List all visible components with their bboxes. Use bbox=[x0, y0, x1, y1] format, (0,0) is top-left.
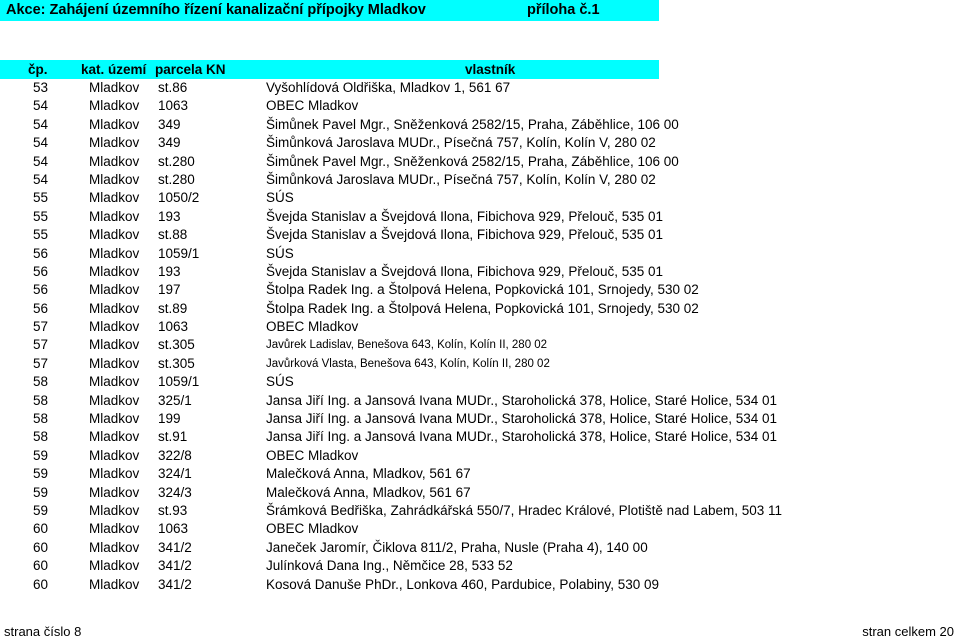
cell-cp: 59 bbox=[33, 466, 49, 482]
cell-cadastral-area: Mladkov bbox=[89, 411, 140, 427]
cell-cadastral-area: Mladkov bbox=[89, 245, 140, 261]
table-row bbox=[0, 465, 959, 483]
table-header bbox=[0, 60, 659, 79]
table-row bbox=[0, 189, 959, 207]
column-header-cp: čp. bbox=[28, 62, 48, 77]
cell-cadastral-area: Mladkov bbox=[89, 502, 140, 518]
cell-parcel: 324/1 bbox=[158, 466, 192, 482]
cell-cp: 54 bbox=[33, 153, 49, 169]
cell-cp: 54 bbox=[33, 98, 49, 114]
cell-parcel: 325/1 bbox=[158, 392, 192, 408]
cell-owner: SÚS bbox=[266, 245, 294, 261]
cell-owner: Janeček Jaromír, Čiklova 811/2, Praha, Nusle (Praha 4), 140 00 bbox=[266, 539, 648, 555]
cell-owner: Jansa Jiří Ing. a Jansová Ivana MUDr., Staroholická 378, Holice, Staré Holice, 534 01 bbox=[266, 429, 778, 445]
cell-owner: Javůrek Ladislav, Benešova 643, Kolín, Kolín II, 280 02 bbox=[266, 339, 548, 352]
cell-cadastral-area: Mladkov bbox=[89, 392, 140, 408]
cell-cadastral-area: Mladkov bbox=[89, 135, 140, 151]
cell-parcel: 341/2 bbox=[158, 539, 192, 555]
cell-cadastral-area: Mladkov bbox=[89, 576, 140, 592]
cell-owner: Švejda Stanislav a Švejdová Ilona, Fibichova 929, Přelouč, 535 01 bbox=[266, 208, 663, 224]
cell-cp: 54 bbox=[33, 135, 49, 151]
cell-cadastral-area: Mladkov bbox=[89, 98, 140, 114]
cell-cadastral-area: Mladkov bbox=[89, 429, 140, 445]
cell-cadastral-area: Mladkov bbox=[89, 80, 140, 95]
table-row bbox=[0, 281, 959, 299]
table-row bbox=[0, 300, 959, 318]
cell-owner: Javůrková Vlasta, Benešova 643, Kolín, Kolín II, 280 02 bbox=[266, 357, 550, 370]
cell-parcel: st.305 bbox=[158, 355, 195, 371]
cell-parcel: 349 bbox=[158, 116, 181, 132]
cell-cp: 58 bbox=[33, 411, 49, 427]
cell-cadastral-area: Mladkov bbox=[89, 208, 140, 224]
page-count: stran celkem 20 bbox=[862, 624, 954, 639]
cell-cp: 60 bbox=[33, 558, 49, 574]
cell-owner: Julínková Dana Ing., Němčice 28, 533 52 bbox=[266, 558, 513, 574]
cell-parcel: 197 bbox=[158, 282, 181, 298]
table-row bbox=[0, 318, 959, 336]
cell-cp: 53 bbox=[33, 80, 49, 95]
table-row bbox=[0, 153, 959, 171]
cell-cadastral-area: Mladkov bbox=[89, 374, 140, 390]
cell-cadastral-area: Mladkov bbox=[89, 300, 140, 316]
cell-cp: 59 bbox=[33, 502, 49, 518]
cell-parcel: 1063 bbox=[158, 521, 189, 537]
table-row bbox=[0, 502, 959, 520]
table-row bbox=[0, 557, 959, 575]
table-row bbox=[0, 116, 959, 134]
cell-owner: OBEC Mladkov bbox=[266, 521, 359, 537]
table-row bbox=[0, 336, 959, 354]
cell-owner: SÚS bbox=[266, 190, 294, 206]
cell-cadastral-area: Mladkov bbox=[89, 171, 140, 187]
table-row bbox=[0, 97, 959, 115]
cell-parcel: st.88 bbox=[158, 227, 188, 243]
cell-cadastral-area: Mladkov bbox=[89, 447, 140, 463]
cell-cp: 60 bbox=[33, 576, 49, 592]
table-row bbox=[0, 576, 959, 594]
cell-owner: Kosová Danuše PhDr., Lonkova 460, Pardubice, Polabiny, 530 09 bbox=[266, 576, 660, 592]
cell-cadastral-area: Mladkov bbox=[89, 558, 140, 574]
cell-owner: SÚS bbox=[266, 374, 294, 390]
owners-table-body bbox=[0, 79, 959, 594]
cell-owner: OBEC Mladkov bbox=[266, 447, 359, 463]
table-row bbox=[0, 355, 959, 373]
cell-owner: Vyšohlídová Oldřiška, Mladkov 1, 561 67 bbox=[266, 80, 511, 95]
cell-parcel: st.86 bbox=[158, 80, 188, 95]
cell-cp: 56 bbox=[33, 300, 49, 316]
cell-owner: Malečková Anna, Mladkov, 561 67 bbox=[266, 466, 471, 482]
table-row bbox=[0, 263, 959, 281]
cell-cp: 55 bbox=[33, 208, 49, 224]
cell-parcel: 1050/2 bbox=[158, 190, 200, 206]
table-row bbox=[0, 208, 959, 226]
cell-cp: 55 bbox=[33, 190, 49, 206]
cell-cp: 58 bbox=[33, 392, 49, 408]
cell-parcel: 1059/1 bbox=[158, 245, 200, 261]
cell-cp: 54 bbox=[33, 171, 49, 187]
column-header-parcel: parcela KN bbox=[155, 62, 226, 77]
cell-owner: OBEC Mladkov bbox=[266, 319, 359, 335]
table-row bbox=[0, 171, 959, 189]
cell-parcel: 324/3 bbox=[158, 484, 192, 500]
cell-cp: 59 bbox=[33, 447, 49, 463]
cell-cp: 57 bbox=[33, 337, 49, 353]
cell-parcel: st.91 bbox=[158, 429, 188, 445]
table-row bbox=[0, 134, 959, 152]
cell-cadastral-area: Mladkov bbox=[89, 521, 140, 537]
cell-cp: 58 bbox=[33, 429, 49, 445]
table-row bbox=[0, 245, 959, 263]
table-row bbox=[0, 428, 959, 446]
cell-cp: 57 bbox=[33, 355, 49, 371]
cell-owner: Malečková Anna, Mladkov, 561 67 bbox=[266, 484, 471, 500]
cell-parcel: st.89 bbox=[158, 300, 188, 316]
cell-owner: Šrámková Bedřiška, Zahrádkářská 550/7, Hradec Králové, Plotiště nad Labem, 503 11 bbox=[266, 502, 783, 518]
cell-cp: 56 bbox=[33, 282, 49, 298]
cell-parcel: st.280 bbox=[158, 171, 195, 187]
cell-parcel: st.93 bbox=[158, 502, 188, 518]
cell-parcel: 322/8 bbox=[158, 447, 192, 463]
column-header-cadastral-area: kat. území bbox=[81, 62, 147, 77]
column-header-owner: vlastník bbox=[465, 62, 516, 77]
cell-parcel: 1063 bbox=[158, 319, 189, 335]
cell-owner: Štolpa Radek Ing. a Štolpová Helena, Popkovická 101, Srnojedy, 530 02 bbox=[266, 300, 699, 316]
cell-parcel: st.305 bbox=[158, 337, 195, 353]
cell-cp: 56 bbox=[33, 263, 49, 279]
cell-parcel: 1063 bbox=[158, 98, 189, 114]
page-number: strana číslo 8 bbox=[4, 624, 82, 639]
cell-cp: 59 bbox=[33, 484, 49, 500]
cell-cp: 58 bbox=[33, 374, 49, 390]
cell-cadastral-area: Mladkov bbox=[89, 539, 140, 555]
cell-parcel: 199 bbox=[158, 411, 181, 427]
cell-cadastral-area: Mladkov bbox=[89, 466, 140, 482]
cell-cadastral-area: Mladkov bbox=[89, 153, 140, 169]
cell-cadastral-area: Mladkov bbox=[89, 484, 140, 500]
cell-owner: OBEC Mladkov bbox=[266, 98, 359, 114]
cell-cadastral-area: Mladkov bbox=[89, 282, 140, 298]
cell-cadastral-area: Mladkov bbox=[89, 337, 140, 353]
cell-owner: Jansa Jiří Ing. a Jansová Ivana MUDr., Staroholická 378, Holice, Staré Holice, 534 01 bbox=[266, 392, 778, 408]
cell-cadastral-area: Mladkov bbox=[89, 319, 140, 335]
annex-label: příloha č.1 bbox=[527, 2, 600, 18]
cell-parcel: 341/2 bbox=[158, 576, 192, 592]
cell-cp: 57 bbox=[33, 319, 49, 335]
table-row bbox=[0, 520, 959, 538]
table-row bbox=[0, 226, 959, 244]
table-row bbox=[0, 410, 959, 428]
document-title-bar bbox=[0, 0, 659, 21]
cell-owner: Švejda Stanislav a Švejdová Ilona, Fibichova 929, Přelouč, 535 01 bbox=[266, 227, 663, 243]
cell-owner: Šimůnek Pavel Mgr., Sněženková 2582/15, Praha, Záběhlice, 106 00 bbox=[266, 116, 679, 132]
cell-parcel: 193 bbox=[158, 208, 181, 224]
cell-owner: Šimůnková Jaroslava MUDr., Písečná 757, Kolín, Kolín V, 280 02 bbox=[266, 171, 656, 187]
cell-cp: 56 bbox=[33, 245, 49, 261]
cell-cp: 60 bbox=[33, 521, 49, 537]
cell-cadastral-area: Mladkov bbox=[89, 227, 140, 243]
cell-owner: Jansa Jiří Ing. a Jansová Ivana MUDr., Staroholická 378, Holice, Staré Holice, 534 01 bbox=[266, 411, 778, 427]
cell-owner: Švejda Stanislav a Švejdová Ilona, Fibichova 929, Přelouč, 535 01 bbox=[266, 263, 663, 279]
table-row bbox=[0, 539, 959, 557]
cell-parcel: st.280 bbox=[158, 153, 195, 169]
cell-owner: Šimůnková Jaroslava MUDr., Písečná 757, Kolín, Kolín V, 280 02 bbox=[266, 135, 656, 151]
cell-parcel: 193 bbox=[158, 263, 181, 279]
cell-parcel: 349 bbox=[158, 135, 181, 151]
cell-cp: 60 bbox=[33, 539, 49, 555]
cell-cadastral-area: Mladkov bbox=[89, 355, 140, 371]
table-row bbox=[0, 373, 959, 391]
table-row bbox=[0, 392, 959, 410]
cell-cp: 54 bbox=[33, 116, 49, 132]
cell-owner: Štolpa Radek Ing. a Štolpová Helena, Popkovická 101, Srnojedy, 530 02 bbox=[266, 282, 699, 298]
document-title: Akce: Zahájení územního řízení kanalizační přípojky Mladkov bbox=[6, 2, 426, 18]
cell-cp: 55 bbox=[33, 227, 49, 243]
cell-cadastral-area: Mladkov bbox=[89, 263, 140, 279]
table-row bbox=[0, 79, 959, 97]
table-row bbox=[0, 447, 959, 465]
cell-owner: Šimůnek Pavel Mgr., Sněženková 2582/15, Praha, Záběhlice, 106 00 bbox=[266, 153, 679, 169]
cell-cadastral-area: Mladkov bbox=[89, 190, 140, 206]
cell-parcel: 341/2 bbox=[158, 558, 192, 574]
table-row bbox=[0, 484, 959, 502]
cell-parcel: 1059/1 bbox=[158, 374, 200, 390]
cell-cadastral-area: Mladkov bbox=[89, 116, 140, 132]
